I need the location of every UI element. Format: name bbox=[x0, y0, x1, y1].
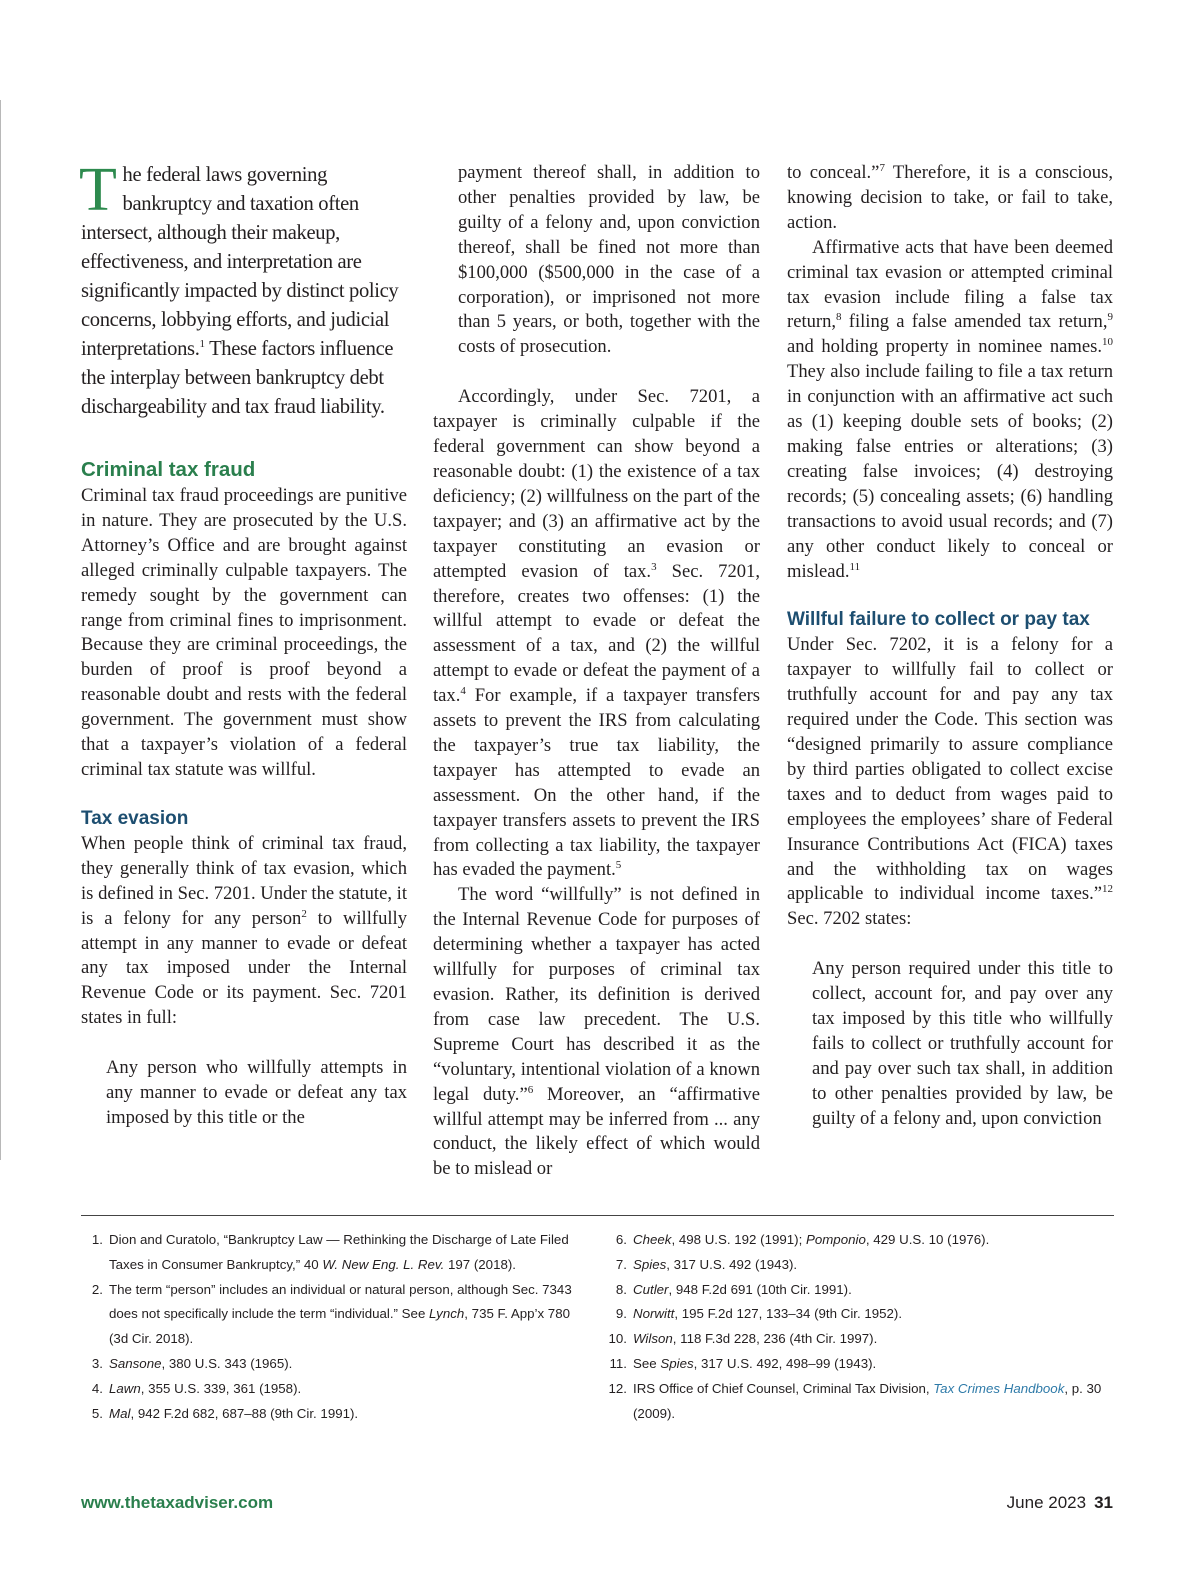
column-3 bbox=[787, 161, 1113, 1132]
paragraph-willfully: The word “willfully” is not defined in the Internal Revenue Code for purposes of determining whether a taxpayer has acted willfully for purposes of criminal tax evasion. Rather, its definition is derived from case law precedent. The U.S. Supreme Court has described it as the “voluntary, intentional violation of a known legal duty.”$^6$ Moreover, an “affirmative willful attempt may be inferred from ... any conduct, the likely effect of which would be to mislead or bbox=[433, 884, 760, 1180]
footnote-9: 9. Norwitt, 195 F.2d 127, 133–34 (9th Cir. 1952). bbox=[615, 1306, 903, 1322]
paragraph-accordingly: Accordingly, under Sec. 7201, a taxpayer is criminally culpable if the federal government can show beyond a reasonable doubt: (1) the existence of a tax deficiency; (2) willfulness on the part of the taxpayer; and (3) an affirmative act by the taxpayer constituting an evasion or attempted evasion of tax.$^3$ Sec. 7201, therefore, creates two offenses: (1) the willful attempt to evade or defeat the assessment of a tax, and (2) the willful attempt to evade or defeat the payment of a tax.$^4$ For example, if a taxpayer transfers assets to prevent the IRS from calculating the taxpayer’s true tax liability, the taxpayer has attempted to evade an assessment. On the other hand, if the taxpayer transfers assets to prevent the IRS from collecting a tax liability, the taxpayer has evaded the payment.$^5$ bbox=[433, 386, 760, 881]
footnote-ref[interactable]: 5 bbox=[615, 859, 622, 872]
footnote-ref[interactable]: 6 bbox=[527, 1083, 534, 1096]
footnote-ref[interactable]: 4 bbox=[460, 684, 466, 697]
paragraph-tax-evasion: When people think of criminal tax fraud, they generally think of tax evasion, which is defined in Sec. 7201. Under the statute, it is a felony for any person$^2$ to willfully attempt in any manner to evade or defeat any tax imposed under the Internal Revenue Code or its payment. Sec. 7201 states in full: bbox=[81, 832, 408, 1029]
page-number: 31 bbox=[1094, 1493, 1113, 1512]
margin-rule bbox=[0, 100, 1, 1160]
paragraph-criminal-tax-fraud: Criminal tax fraud proceedings are punitive in nature. They are prosecuted by the U.S. Attorney’s Office and are brought against alleged criminally culpable taxpayers. The remedy sought by the government can range from criminal fines to imprisonment. Because they are criminal proceedings, the burden of proof is proof beyond a reasonable doubt and rests with the federal government. The government must show that a taxpayer’s violation of a federal criminal tax statute was willful. bbox=[81, 485, 407, 780]
paragraph-willfully-continued: to conceal.”$^7$ Therefore, it is a conscious, knowing decision to take, or fail to take, action. bbox=[787, 161, 1113, 233]
heading-tax-evasion: Tax evasion bbox=[81, 807, 189, 829]
footnote-ref[interactable]: 1 bbox=[199, 338, 205, 351]
footnote-10: 10. Wilson, 118 F.3d 228, 236 (4th Cir. 1997). bbox=[608, 1331, 878, 1347]
footnote-ref[interactable]: 2 bbox=[301, 907, 307, 920]
footnote-ref[interactable]: 12 bbox=[1102, 883, 1113, 896]
page-folio bbox=[1007, 1493, 1113, 1513]
block-quote-7201-continued: payment thereof shall, in addition to other penalties provided by law, be guilty of a felony and, upon conviction thereof, shall be fined not more than $100,000 ($500,000 in the case of a corporation), or imprisoned not more than 5 years, or both, together with the costs of prosecution. bbox=[458, 162, 760, 358]
paragraph-affirmative-acts: Affirmative acts that have been deemed criminal tax evasion or attempted criminal tax evasion include filing a false tax return,$^8$ filing a false amended tax return,$^9$ and holding property in nominee names.$^{10}$ They also include failing to file a tax return in conjunction with an affirmative act such as (1) keeping double sets of books; (2) making false entries or alterations; (3) creating false invoices; (4) destroying records; (5) concealing assets; (6) handling transactions to avoid usual records; and (7) any other conduct likely to conceal or mislead.$^{11}$ bbox=[787, 236, 1113, 582]
drop-cap: T bbox=[79, 156, 117, 224]
footnote-ref[interactable]: 3 bbox=[651, 560, 657, 573]
footnote-ref[interactable]: 7 bbox=[879, 161, 885, 174]
column-1 bbox=[79, 156, 408, 1131]
footnote-ref[interactable]: 11 bbox=[849, 560, 861, 573]
heading-willful-failure: Willful failure to collect or pay tax bbox=[787, 609, 1090, 631]
heading-criminal-tax-fraud: Criminal tax fraud bbox=[81, 458, 256, 481]
footnote-ref[interactable]: 8 bbox=[836, 311, 842, 324]
lead-paragraph: The federal laws governing bankruptcy and taxation often intersect, although their makeup, effectiveness, and interpretation are significantly impacted by distinct policy concerns, lobbying efforts, and judicial interpretations.$^1$ These factors influence the interplay between bankruptcy debt dischargeability and tax fraud liability. bbox=[79, 156, 399, 418]
footnote-5: 5. Mal, 942 F.2d 682, 687–88 (9th Cir. 1991). bbox=[91, 1405, 359, 1421]
footnote-divider bbox=[81, 1215, 1114, 1216]
footnote-ref[interactable]: 9 bbox=[1107, 311, 1113, 324]
footnote-8: 8. Cutler, 948 F.2d 691 (10th Cir. 1991). bbox=[615, 1281, 852, 1297]
paragraph-sec-7202: Under Sec. 7202, it is a felony for a taxpayer to willfully fail to collect or truthfully account for and pay any tax required under the Code. This section was “designed primarily to assure compliance by third parties obligated to collect excise taxes and to deduct from wages paid to employees the employees’ share of Federal Insurance Contributions Act (FICA) taxes and the withholding tax on wages applicable to individual income taxes.”$^{12}$ Sec. 7202 states: bbox=[787, 634, 1113, 930]
footnote-3: 3. Sansone, 380 U.S. 343 (1965). bbox=[91, 1355, 293, 1371]
footnote-1: 1. Dion and Curatolo, “Bankruptcy Law — Rethinking the Discharge of Late Filed Taxes in Consumer Bankruptcy,” 40 W. New Eng. L. Rev. 197 (2018). bbox=[91, 1232, 569, 1272]
footnote-ref[interactable]: 10 bbox=[1102, 336, 1113, 349]
footnote-6: 6. Cheek, 498 U.S. 192 (1991); Pomponio, 429 U.S. 10 (1976). bbox=[615, 1232, 990, 1247]
footnote-12: 12. IRS Office of Chief Counsel, Criminal Tax Division, Tax Crimes Handbook, p. 30 (2009). bbox=[608, 1380, 1102, 1421]
block-quote-7201: Any person who willfully attempts in any manner to evade or defeat any tax imposed by this title or the bbox=[106, 1057, 407, 1128]
website-link[interactable]: www.thetaxadviser.com bbox=[81, 1493, 274, 1512]
footnote-2: 2. The term “person” includes an individual or natural person, although Sec. 7343 does not specifically include the term “individual.” See Lynch, 735 F. App’x 780 (3d Cir. 2018). bbox=[91, 1281, 572, 1347]
footnotes-right bbox=[605, 1228, 1115, 1426]
footnotes-left bbox=[81, 1228, 581, 1426]
column-2 bbox=[433, 161, 760, 1182]
block-quote-7202: Any person required under this title to collect, account for, and pay over any tax imposed by this title who willfully fails to collect or truthfully account for and pay over such tax shall, in addition to other penalties provided by law, be guilty of a felony and, upon conviction bbox=[812, 958, 1113, 1129]
footnote-11: 11. See Spies, 317 U.S. 492, 498–99 (1943). bbox=[609, 1355, 877, 1371]
issue-date: June 2023 bbox=[1006, 1493, 1087, 1512]
footnote-4: 4. Lawn, 355 U.S. 339, 361 (1958). bbox=[91, 1380, 302, 1396]
tax-crimes-handbook-link[interactable]: Tax Crimes Handbook bbox=[933, 1380, 1065, 1396]
footnote-7: 7. Spies, 317 U.S. 492 (1943). bbox=[615, 1256, 798, 1272]
